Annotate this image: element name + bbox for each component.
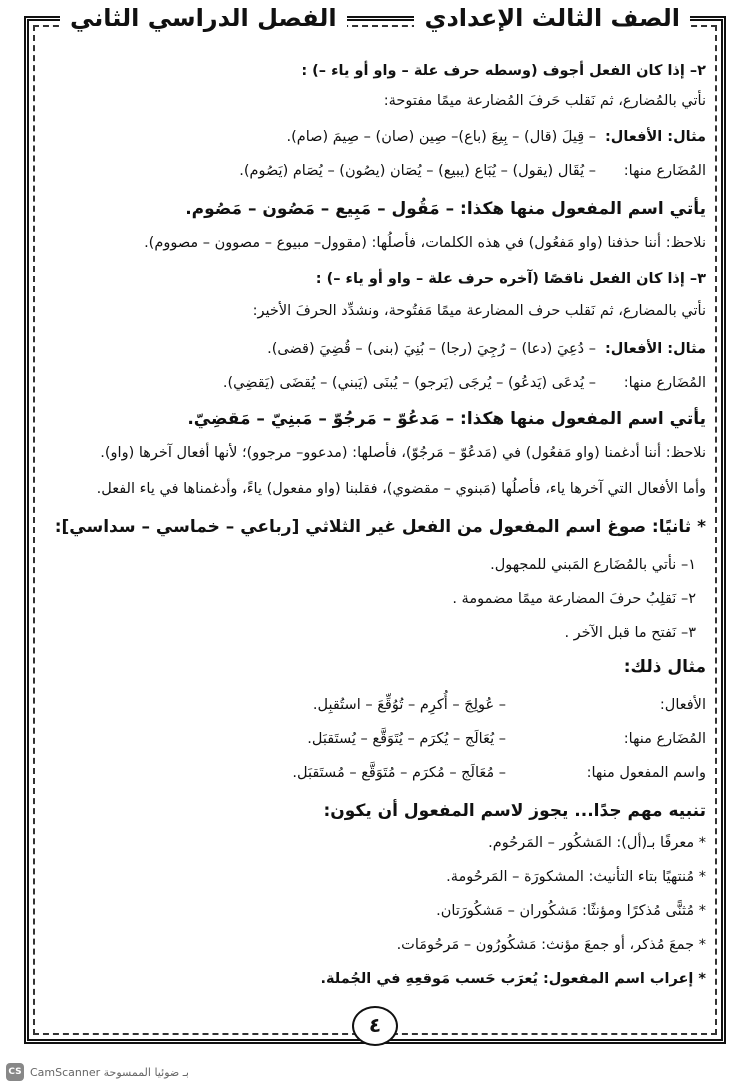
hollow-verbs: – قِيلَ (قال) – بِيعَ (باع)– صِين (صان) – صِيمَ (صام). (286, 129, 596, 145)
scanner-footer (0, 1058, 189, 1086)
defective-heading: ٣– إذا كان الفعل ناقصًا (آخره حرف علة – واو أو ياء –) : (315, 271, 706, 287)
non-trilateral-step-3: ٣– نَفتح ما قبل الآخر . (564, 625, 696, 641)
page-number: ٤ (352, 1006, 398, 1046)
non-trilateral-heading: * ثانيًا: صوغ اسم المفعول من الفعل غير الثلاثي [رباعي – خماسي – سداسي]: (54, 517, 706, 537)
hollow-heading: ٢– إذا كان الفعل أجوف (وسطه حرف علة – واو أو ياء –) : (301, 63, 706, 79)
defective-note-1: نلاحظ: أننا أدغمنا (واو مَفعُول) في (مَدعُوّ – مَرجُوّ)، فأصلها: (مدعوو– مرجوو)؛ لأنها أفعال آخرها (واو). (100, 445, 706, 461)
non-trilateral-step-1: ١– نأتي بالمُضَارع المَبني للمجهول. (490, 557, 696, 573)
hollow-note: نلاحظ: أننا حذفنا (واو مَفعُول) في هذه الكلمات، فأصلُها: (مقوول– مبيوع – مصوون – مصووم). (144, 235, 706, 251)
non-trilateral-participle: – مُعَالَج – مُكرَم – مُتَوَقَّع – مُستَقبَل. (292, 765, 506, 781)
hollow-present-label: المُضَارع منها: (623, 163, 706, 179)
warning-item-3: * مُثنًّى مُذكرًا ومؤنثًا: مَشكُوران – مَشكُورَتان. (436, 903, 706, 919)
warning-item-5: * إعراب اسم المفعول: يُعرَب حَسب مَوقعِهِ في الجُملة. (320, 971, 706, 987)
non-trilateral-present: – يُعَالَج – يُكرَم – يُتَوَقَّع – يُستَقبَل. (307, 731, 506, 747)
scanner-watermark-text: CamScanner بـ ضوئيا الممسوحة (30, 1065, 189, 1079)
warning-item-1: * معرفًا بـ(أل): المَشكُور – المَرحُوم. (488, 835, 706, 851)
term-title: الفصل الدراسي الثاني (60, 4, 347, 32)
hollow-rule: نأتي بالمُضارع، ثم نَقلب حَرفَ المُضارعة ميمًا مفتوحة: (383, 93, 706, 109)
warning-heading: تنبيه مهم جدًا... يجوز لاسم المفعول أن يكون: (323, 801, 706, 821)
non-trilateral-participle-label: واسم المفعول منها: (586, 765, 706, 781)
hollow-present: – يُقَال (يقول) – يُبَاع (يبيع) – يُصَان (يصُون) – يُصَام (يَصُوم). (239, 163, 596, 179)
non-trilateral-example-label: مثال ذلك: (623, 657, 706, 677)
grade-title: الصف الثالث الإعدادي (414, 4, 690, 32)
non-trilateral-present-label: المُضَارع منها: (623, 731, 706, 747)
defective-rule: نأتي بالمضارع، ثم نَقلب حرف المضارعة ميمًا مَفتُوحة، ونشدِّد الحرفَ الأخير: (252, 303, 706, 319)
defective-present-label: المُضَارع منها: (623, 375, 706, 391)
defective-verbs-label: مثال: الأفعال: (604, 341, 706, 357)
hollow-verbs-label: مثال: الأفعال: (604, 129, 706, 145)
non-trilateral-step-2: ٢– نَقلِبُ حرفَ المضارعة ميمًا مضمومة . (452, 591, 696, 607)
warning-item-2: * مُنتهيًا بتاء التأنيث: المشكورَة – المَرحُومة. (446, 869, 706, 885)
defective-note-2: وأما الأفعال التي آخرها ياء، فأصلُها (مَبنوي – مقضوي)، فقلبنا (واو مفعول) ياءً، وأدغمناها في ياء الفعل. (96, 481, 706, 497)
non-trilateral-verbs: – عُولِجَ – أُكرِم – تُوُقِّعَ – استُقبِل. (312, 697, 506, 713)
defective-verbs: – دُعِيَ (دعا) – رُجِيَ (رجا) – بُنِيَ (بنى) – قُضِيَ (قضى). (267, 341, 596, 357)
warning-item-4: * جمعَ مُذكر، أو جمعَ مؤنث: مَشكُورُون – مَرحُومَات. (396, 937, 706, 953)
camscanner-logo-icon: CS (6, 1063, 24, 1081)
page-header (24, 0, 726, 36)
defective-present: – يُدعَى (يَدعُو) – يُرجَى (يَرجو) – يُبنَى (يَبني) – يُقضَى (يَقضِي). (222, 375, 596, 391)
hollow-participle: يأتي اسم المفعول منها هكذا: – مَقُول – مَبِيع – مَصُون – مَصُوم. (185, 199, 706, 219)
non-trilateral-verbs-label: الأفعال: (659, 697, 706, 713)
defective-participle: يأتي اسم المفعول منها هكذا: – مَدعُوّ – مَرجُوّ – مَبنِيّ – مَقضِيّ. (187, 409, 706, 429)
